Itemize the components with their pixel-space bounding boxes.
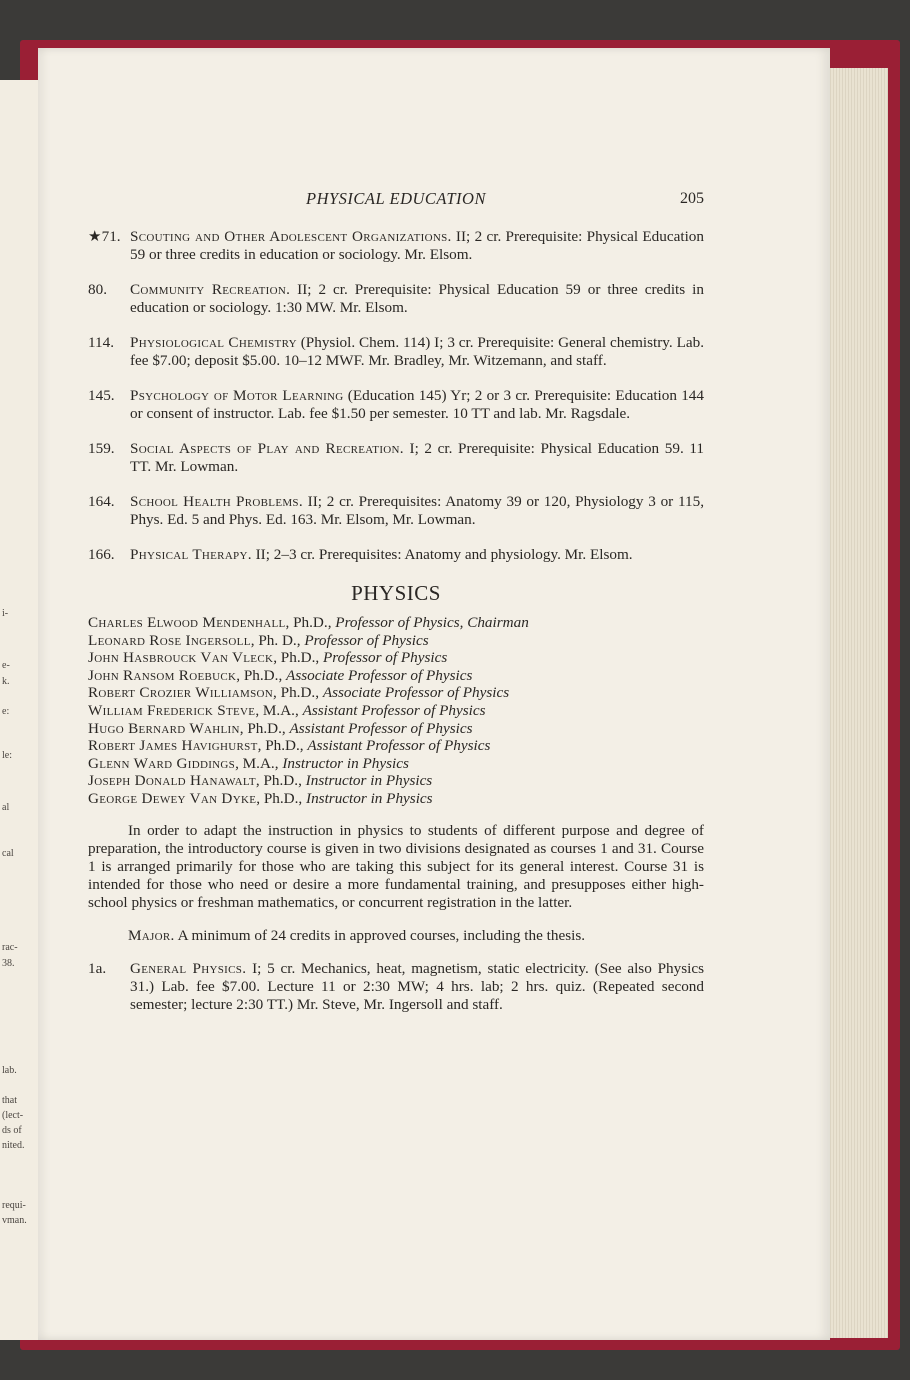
course-number: 1a.: [88, 959, 107, 977]
course-description: II; 2 cr. Prerequisite: Physical Education 59 or three credits in education or sociology. Mr. Elsom.: [130, 228, 704, 263]
faculty-member: [88, 737, 704, 755]
margin-fragment: e-: [2, 660, 10, 671]
faculty-degree: , Ph.D.,: [257, 737, 308, 755]
faculty-name: William Frederick Steve: [88, 701, 256, 719]
faculty-member: [88, 649, 704, 667]
margin-fragment: vman.: [2, 1215, 27, 1226]
margin-fragment: al: [2, 802, 10, 813]
course-title: School Health Problems.: [130, 493, 303, 510]
page-content: [88, 188, 704, 1031]
major-label: Major.: [128, 926, 175, 944]
course-description: II; 2 cr. Prerequisite: Physical Education 59 or three credits in education or sociology. 1:30 MW. Mr. Elsom.: [130, 281, 704, 316]
course-description: (Physiol. Chem. 114) I; 3 cr. Prerequisite: General chemistry. Lab. fee $7.00; deposit $5.00. 10–12 MWF. Mr. Bradley, Mr. Witzemann, and staff.: [130, 334, 704, 369]
margin-fragment: that: [2, 1095, 17, 1106]
course-number: 80.: [88, 281, 107, 298]
faculty-member: [88, 702, 704, 720]
course-number: 166.: [88, 546, 115, 563]
course-number: 145.: [88, 387, 115, 404]
course-title: Scouting and Other Adolescent Organizations.: [130, 228, 452, 245]
faculty-title: Instructor in Physics: [305, 772, 433, 790]
page-number: 205: [680, 190, 704, 207]
facing-page-edge: [0, 80, 38, 1340]
section-title-physics: PHYSICS: [351, 581, 441, 605]
margin-fragment: e:: [2, 706, 10, 717]
faculty-degree: , Ph.D.,: [255, 772, 306, 790]
margin-fragment: requi-: [2, 1200, 26, 1211]
faculty-degree: , M.A.,: [235, 754, 283, 772]
margin-fragment: cal: [2, 848, 14, 859]
major-paragraph: [88, 927, 704, 945]
course-number: 114.: [88, 334, 115, 351]
margin-fragment: (lect-: [2, 1110, 24, 1121]
faculty-degree: , M.A.,: [255, 701, 303, 719]
course-description: II; 2 cr. Prerequisites: Anatomy 39 or 120, Physiology 3 or 115, Phys. Ed. 5 and Phys. Ed. 163. Mr. Elsom, Mr. Lowman.: [130, 493, 704, 528]
faculty-degree: , Ph.D.,: [239, 719, 290, 737]
faculty-degree: , Ph.D.,: [236, 666, 287, 684]
faculty-title: Assistant Professor of Physics: [289, 719, 473, 737]
margin-fragment: lab.: [2, 1065, 17, 1076]
course-entry: [88, 493, 704, 529]
course-title: General Physics.: [130, 959, 247, 977]
course-entry: [88, 228, 704, 264]
margin-fragment: rac-: [2, 942, 18, 953]
course-entry: [88, 387, 704, 423]
faculty-title: Instructor in Physics: [282, 754, 409, 772]
faculty-name: Leonard Rose Ingersoll: [88, 631, 251, 649]
faculty-name: Hugo Bernard Wahlin: [88, 719, 240, 737]
margin-fragment: le:: [2, 750, 12, 761]
faculty-member: [88, 632, 704, 650]
major-text: A minimum of 24 credits in approved courses, including the thesis.: [174, 926, 586, 944]
faculty-degree: , Ph.D.,: [273, 649, 323, 667]
faculty-list: [88, 614, 704, 808]
margin-fragment: ds of: [2, 1125, 22, 1136]
course-entry: [88, 281, 704, 317]
margin-fragment: i-: [2, 608, 9, 619]
faculty-title: Professor of Physics, Chairman: [335, 614, 529, 631]
faculty-name: John Hasbrouck Van Vleck: [88, 649, 274, 667]
faculty-name: Glenn Ward Giddings: [88, 754, 236, 772]
faculty-degree: , Ph. D.,: [250, 631, 305, 649]
faculty-title: Associate Professor of Physics: [322, 684, 510, 702]
course-description: I; 2 cr. Prerequisite: Physical Education 59. 11 TT. Mr. Lowman.: [130, 440, 704, 475]
faculty-name: Charles Elwood Mendenhall: [88, 614, 286, 631]
course-entry: [88, 440, 704, 476]
course-title: Social Aspects of Play and Recreation.: [130, 440, 404, 457]
margin-fragment: nited.: [2, 1140, 25, 1151]
faculty-name: Joseph Donald Hanawalt: [88, 772, 256, 790]
faculty-member: [88, 667, 704, 685]
faculty-name: John Ransom Roebuck: [88, 666, 237, 684]
course-title: Physical Therapy.: [130, 546, 252, 563]
course-title: Community Recreation.: [130, 281, 291, 298]
faculty-degree: , Ph.D.,: [285, 614, 336, 631]
faculty-title: Assistant Professor of Physics: [302, 701, 486, 719]
course-description: I; 5 cr. Mechanics, heat, magnetism, static electricity. (See also Physics 31.) Lab. fee $7.00. Lecture 11 or 2:30 MW; 4 hrs. lab; 2 hrs. quiz. (Repeated second semester; lecture 2:30 TT.) Mr. Steve, Mr. Ingersoll and staff.: [130, 959, 704, 1013]
faculty-title: Associate Professor of Physics: [286, 666, 473, 684]
margin-fragment: k.: [2, 676, 10, 687]
faculty-title: Professor of Physics: [304, 631, 429, 649]
faculty-member: [88, 772, 704, 790]
faculty-member: [88, 790, 704, 808]
faculty-member: [88, 720, 704, 738]
faculty-name: Robert Crozier Williamson: [88, 684, 274, 702]
course-description: II; 2–3 cr. Prerequisites: Anatomy and physiology. Mr. Elsom.: [251, 546, 633, 563]
intro-paragraph: In order to adapt the instruction in physics to students of different purpose and degree of preparation, the introductory course is given in two divisions designated as courses 1 and 31. Course 1 is arranged primarily for those who are taking this subject for its general interest. Course 31 is intended for those who need or desire a more fundamental training, and presupposes either high-school physics or freshman mathematics, or concurrent registration in the latter.: [88, 821, 704, 911]
faculty-title: Assistant Professor of Physics: [307, 737, 491, 755]
course-entry: [88, 546, 704, 564]
faculty-member: [88, 684, 704, 702]
page-header: [88, 188, 704, 214]
faculty-title: Professor of Physics: [323, 649, 448, 667]
faculty-title: Instructor in Physics: [306, 789, 433, 807]
faculty-name: George Dewey Van Dyke: [88, 789, 257, 807]
course-number: 159.: [88, 440, 115, 457]
faculty-name: Robert James Havighurst: [88, 737, 258, 755]
course-title: Physiological Chemistry: [130, 334, 297, 351]
course-number: 164.: [88, 493, 115, 510]
faculty-degree: , Ph.D.,: [256, 789, 307, 807]
course-entry: [88, 960, 704, 1014]
faculty-member: [88, 755, 704, 773]
margin-fragment: 38.: [2, 958, 15, 969]
faculty-degree: , Ph.D.,: [273, 684, 323, 702]
faculty-member: [88, 614, 704, 632]
course-number: ★71.: [88, 228, 121, 245]
course-entry: [88, 334, 704, 370]
page-edges: [822, 68, 888, 1338]
course-description: (Education 145) Yr; 2 or 3 cr. Prerequisite: Education 144 or consent of instructor. Lab. fee $1.50 per semester. 10 TT and lab. Mr. Ragsdale.: [130, 387, 704, 422]
course-title: Psychology of Motor Learning: [130, 387, 344, 404]
running-head: PHYSICAL EDUCATION: [306, 189, 486, 208]
